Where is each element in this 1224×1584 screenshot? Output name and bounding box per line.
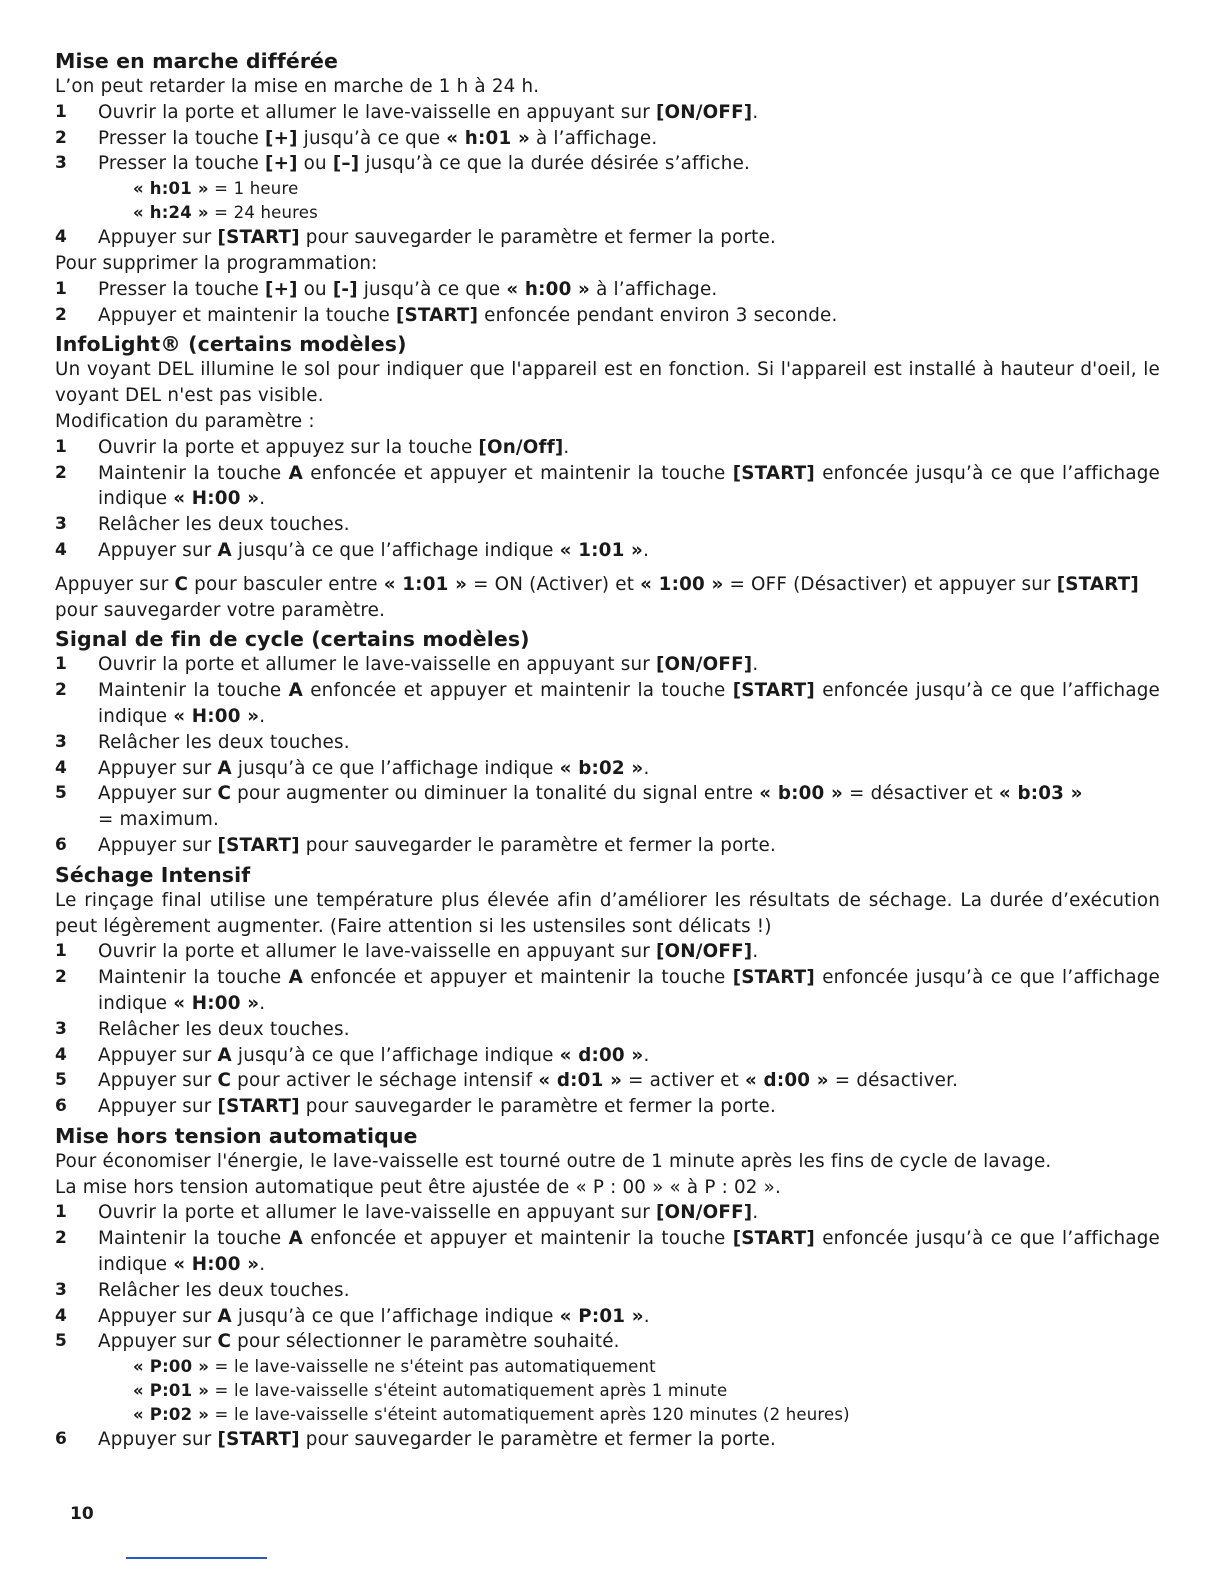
list-item: 5 Appuyer sur C pour sélectionner le paramètre souhaité.: [55, 1331, 620, 1353]
list-item: 5 Appuyer sur C pour activer le séchage intensif « d:01 » = activer et « d:00 » = désactiver.: [55, 1070, 959, 1092]
modify-label: Modification du paramètre :: [55, 410, 315, 432]
section-title: InfoLight® (certains modèles): [55, 332, 407, 357]
section-title: Mise en marche différée: [55, 49, 339, 73]
list-item: 5 Appuyer sur C pour augmenter ou diminuer la tonalité du signal entre « b:00 » = désactiver et « b:03 » = maximum.: [55, 783, 1083, 831]
section-intro: L’on peut retarder la mise en marche de 1 h à 24 h.: [55, 76, 540, 97]
list-item: 4 Appuyer sur [START] pour sauvegarder le paramètre et fermer la porte.: [55, 227, 776, 249]
list-item: 1 Presser la touche [+] ou [-] jusqu’à ce que « h:00 » à l’affichage.: [55, 278, 718, 300]
section-infolight: [55, 331, 1160, 623]
section-intro-2: La mise hors tension automatique peut être ajustée de « P : 00 » « à P : 02 ».: [55, 1176, 782, 1198]
section-title: Signal de fin de cycle (certains modèles): [55, 627, 530, 652]
section-delayed-start: [55, 48, 1160, 328]
section-end-signal: [55, 626, 1160, 858]
list-item: 3 Relâcher les deux touches.: [55, 1018, 350, 1040]
list-item: 6 Appuyer sur [START] pour sauvegarder le paramètre et fermer la porte.: [55, 834, 776, 856]
option-line: « h:24 » = 24 heures: [133, 203, 318, 223]
option-line: « P:01 » = le lave-vaisselle s'éteint automatiquement après 1 minute: [133, 1381, 728, 1401]
section-intro: Pour économiser l'énergie, le lave-vaisselle est tourné outre de 1 minute après les fins de cycle de lavage.: [55, 1150, 1052, 1172]
list-item: 1 Ouvrir la porte et allumer le lave-vaisselle en appuyant sur [ON/OFF].: [55, 1202, 759, 1224]
page-number: 10: [70, 1504, 94, 1524]
list-item: 1 Ouvrir la porte et allumer le lave-vaisselle en appuyant sur [ON/OFF].: [55, 654, 759, 676]
section-title: Séchage Intensif: [55, 862, 251, 887]
list-item: 4 Appuyer sur A jusqu’à ce que l’affichage indique « 1:01 ».: [55, 539, 650, 561]
list-item: 1 Ouvrir la porte et allumer le lave-vaisselle en appuyant sur [ON/OFF].: [55, 941, 759, 963]
list-item: 1 Ouvrir la porte et allumer le lave-vaisselle en appuyant sur [ON/OFF].: [55, 101, 759, 123]
list-item: 4 Appuyer sur A jusqu’à ce que l’affichage indique « P:01 ».: [55, 1305, 650, 1327]
list-item: 1 Ouvrir la porte et appuyez sur la touche [On/Off].: [55, 436, 570, 458]
list-item: 3 Presser la touche [+] ou [–] jusqu’à ce que la durée désirée s’affiche.: [55, 153, 751, 175]
list-item: 6 Appuyer sur [START] pour sauvegarder le paramètre et fermer la porte.: [55, 1429, 776, 1451]
list-item: 2 Maintenir la touche A enfoncée et appuyer et maintenir la touche [START] enfoncée jusqu’à ce que l’affichage indique « H:00 ».: [55, 462, 1160, 510]
option-line: « P:02 » = le lave-vaisselle s'éteint automatiquement après 120 minutes (2 heures): [133, 1405, 850, 1425]
option-line: « P:00 » = le lave-vaisselle ne s'éteint pas automatiquement: [133, 1357, 656, 1377]
list-item: 3 Relâcher les deux touches.: [55, 1279, 350, 1301]
list-item: 6 Appuyer sur [START] pour sauvegarder le paramètre et fermer la porte.: [55, 1096, 776, 1118]
section-auto-power-off: [55, 1123, 1160, 1453]
footer-rule: [126, 1557, 267, 1559]
list-item: 2 Maintenir la touche A enfoncée et appuyer et maintenir la touche [START] enfoncée jusqu’à ce que l’affichage indique « H:00 ».: [55, 680, 1160, 727]
list-item: 4 Appuyer sur A jusqu’à ce que l’affichage indique « b:02 ».: [55, 757, 650, 779]
list-item: 4 Appuyer sur A jusqu’à ce que l’affichage indique « d:00 ».: [55, 1044, 650, 1066]
section-intensive-drying: [55, 862, 1160, 1120]
list-item: 2 Appuyer et maintenir la touche [START] enfoncée pendant environ 3 seconde.: [55, 304, 838, 326]
list-item: 2 Maintenir la touche A enfoncée et appuyer et maintenir la touche [START] enfoncée jusqu’à ce que l’affichage indique « H:00 ».: [55, 1228, 1160, 1276]
list-item: 3 Relâcher les deux touches.: [55, 731, 350, 753]
cancel-label: Pour supprimer la programmation:: [55, 252, 378, 274]
section-intro: Le rinçage final utilise une température plus élevée afin d’améliorer les résultats de séchage. La durée d’exécution peut légèrement augmenter. (Faire attention si les ustensiles sont délicats !): [55, 889, 1160, 937]
section-intro: Un voyant DEL illumine le sol pour indiquer que l'appareil est en fonction. Si l'appareil est installé à hauteur d'oeil, le voyant DEL n'est pas visible.: [55, 359, 1160, 407]
document-body: [55, 48, 1160, 1453]
section-outro: Appuyer sur C pour basculer entre « 1:01 » = ON (Activer) et « 1:00 » = OFF (Désactiver) et appuyer sur [START] pour sauvegarder votre paramètre.: [55, 573, 1139, 621]
section-title: Mise hors tension automatique: [55, 1123, 418, 1148]
list-item: 3 Relâcher les deux touches.: [55, 514, 350, 536]
option-line: « h:01 » = 1 heure: [133, 179, 299, 199]
list-item: 2 Presser la touche [+] jusqu’à ce que « h:01 » à l’affichage.: [55, 127, 658, 149]
list-item: 2 Maintenir la touche A enfoncée et appuyer et maintenir la touche [START] enfoncée jusqu’à ce que l’affichage indique « H:00 ».: [55, 967, 1160, 1014]
